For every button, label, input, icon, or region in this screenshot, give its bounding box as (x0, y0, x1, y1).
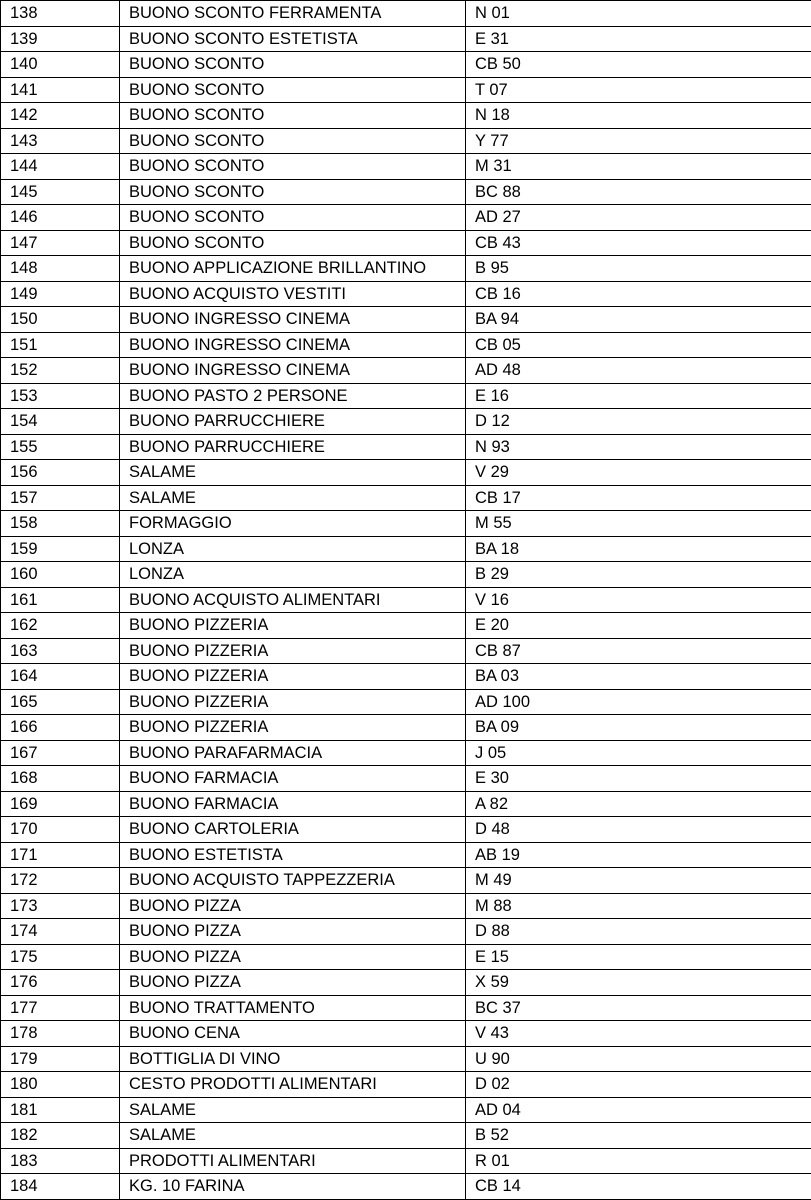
ticket-number-cell: 138 (1, 1, 120, 27)
winning-code-cell: E 20 (466, 613, 811, 639)
ticket-number-cell: 150 (1, 307, 120, 333)
table-row (1, 638, 811, 664)
winning-code-cell: CB 16 (466, 281, 811, 307)
winning-code-cell: R 01 (466, 1148, 811, 1174)
prize-description-cell: BUONO ACQUISTO VESTITI (120, 281, 466, 307)
winning-code-cell: D 48 (466, 817, 811, 843)
prize-description-cell: BUONO SCONTO ESTETISTA (120, 26, 466, 52)
table-row (1, 1046, 811, 1072)
table-row (1, 281, 811, 307)
winning-code-cell: BA 94 (466, 307, 811, 333)
table-row (1, 562, 811, 588)
table-row (1, 256, 811, 282)
winning-code-cell: CB 50 (466, 52, 811, 78)
winning-code-cell: J 05 (466, 740, 811, 766)
ticket-number-cell: 142 (1, 103, 120, 129)
prize-description-cell: BUONO PIZZERIA (120, 689, 466, 715)
ticket-number-cell: 166 (1, 715, 120, 741)
table-row (1, 868, 811, 894)
table-row (1, 77, 811, 103)
ticket-number-cell: 141 (1, 77, 120, 103)
ticket-number-cell: 182 (1, 1123, 120, 1149)
winning-code-cell: U 90 (466, 1046, 811, 1072)
prize-description-cell: SALAME (120, 460, 466, 486)
table-row (1, 613, 811, 639)
prize-description-cell: BUONO SCONTO (120, 77, 466, 103)
prize-description-cell: BUONO PIZZA (120, 944, 466, 970)
prize-description-cell: BUONO ACQUISTO TAPPEZZERIA (120, 868, 466, 894)
ticket-number-cell: 175 (1, 944, 120, 970)
winning-code-cell: BA 09 (466, 715, 811, 741)
winning-code-cell: E 15 (466, 944, 811, 970)
ticket-number-cell: 176 (1, 970, 120, 996)
prize-description-cell: BUONO PASTO 2 PERSONE (120, 383, 466, 409)
winning-code-cell: D 88 (466, 919, 811, 945)
ticket-number-cell: 174 (1, 919, 120, 945)
ticket-number-cell: 155 (1, 434, 120, 460)
prize-description-cell: BUONO SCONTO (120, 103, 466, 129)
winning-code-cell: T 07 (466, 77, 811, 103)
prize-description-cell: BUONO APPLICAZIONE BRILLANTINO (120, 256, 466, 282)
prize-description-cell: KG. 10 FARINA (120, 1174, 466, 1200)
ticket-number-cell: 139 (1, 26, 120, 52)
ticket-number-cell: 162 (1, 613, 120, 639)
prize-description-cell: BUONO ACQUISTO ALIMENTARI (120, 587, 466, 613)
ticket-number-cell: 145 (1, 179, 120, 205)
ticket-number-cell: 160 (1, 562, 120, 588)
prize-description-cell: BUONO PIZZERIA (120, 715, 466, 741)
winning-code-cell: BA 18 (466, 536, 811, 562)
table-row (1, 689, 811, 715)
prize-description-cell: BUONO INGRESSO CINEMA (120, 332, 466, 358)
table-row (1, 128, 811, 154)
table-row (1, 1148, 811, 1174)
ticket-number-cell: 154 (1, 409, 120, 435)
prize-table-body (1, 1, 811, 1200)
table-row (1, 1174, 811, 1200)
ticket-number-cell: 183 (1, 1148, 120, 1174)
ticket-number-cell: 172 (1, 868, 120, 894)
winning-code-cell: CB 43 (466, 230, 811, 256)
table-row (1, 740, 811, 766)
ticket-number-cell: 163 (1, 638, 120, 664)
winning-code-cell: Y 77 (466, 128, 811, 154)
prize-description-cell: LONZA (120, 536, 466, 562)
ticket-number-cell: 148 (1, 256, 120, 282)
ticket-number-cell: 143 (1, 128, 120, 154)
prize-description-cell: BUONO SCONTO (120, 128, 466, 154)
prize-description-cell: SALAME (120, 485, 466, 511)
prize-description-cell: SALAME (120, 1097, 466, 1123)
ticket-number-cell: 165 (1, 689, 120, 715)
winning-code-cell: D 02 (466, 1072, 811, 1098)
table-row (1, 536, 811, 562)
winning-code-cell: X 59 (466, 970, 811, 996)
table-row (1, 1021, 811, 1047)
winning-code-cell: V 29 (466, 460, 811, 486)
table-row (1, 1072, 811, 1098)
prize-description-cell: BUONO PIZZA (120, 970, 466, 996)
prize-description-cell: BUONO PARRUCCHIERE (120, 409, 466, 435)
ticket-number-cell: 158 (1, 511, 120, 537)
prize-description-cell: BUONO SCONTO (120, 154, 466, 180)
ticket-number-cell: 157 (1, 485, 120, 511)
winning-code-cell: V 16 (466, 587, 811, 613)
prize-description-cell: BUONO TRATTAMENTO (120, 995, 466, 1021)
ticket-number-cell: 161 (1, 587, 120, 613)
table-row (1, 230, 811, 256)
table-row (1, 52, 811, 78)
ticket-number-cell: 140 (1, 52, 120, 78)
prize-description-cell: BUONO INGRESSO CINEMA (120, 358, 466, 384)
prize-description-cell: BUONO CARTOLERIA (120, 817, 466, 843)
prize-description-cell: SALAME (120, 1123, 466, 1149)
prize-description-cell: BUONO FARMACIA (120, 791, 466, 817)
winning-code-cell: AD 04 (466, 1097, 811, 1123)
winning-code-cell: CB 14 (466, 1174, 811, 1200)
prize-description-cell: BUONO INGRESSO CINEMA (120, 307, 466, 333)
prize-description-cell: BUONO PARAFARMACIA (120, 740, 466, 766)
prize-description-cell: BUONO SCONTO (120, 230, 466, 256)
prize-description-cell: BUONO PIZZERIA (120, 664, 466, 690)
ticket-number-cell: 168 (1, 766, 120, 792)
prize-description-cell: PRODOTTI ALIMENTARI (120, 1148, 466, 1174)
ticket-number-cell: 151 (1, 332, 120, 358)
winning-code-cell: A 82 (466, 791, 811, 817)
table-row (1, 995, 811, 1021)
ticket-number-cell: 177 (1, 995, 120, 1021)
winning-code-cell: E 31 (466, 26, 811, 52)
table-row (1, 1, 811, 27)
table-row (1, 383, 811, 409)
winning-code-cell: BA 03 (466, 664, 811, 690)
prize-description-cell: CESTO PRODOTTI ALIMENTARI (120, 1072, 466, 1098)
winning-code-cell: CB 87 (466, 638, 811, 664)
prize-description-cell: BUONO SCONTO (120, 205, 466, 231)
winning-code-cell: BC 37 (466, 995, 811, 1021)
table-row (1, 944, 811, 970)
table-row (1, 205, 811, 231)
ticket-number-cell: 173 (1, 893, 120, 919)
table-row (1, 893, 811, 919)
table-row (1, 154, 811, 180)
winning-code-cell: N 01 (466, 1, 811, 27)
winning-code-cell: AD 27 (466, 205, 811, 231)
ticket-number-cell: 153 (1, 383, 120, 409)
ticket-number-cell: 147 (1, 230, 120, 256)
prize-description-cell: BUONO SCONTO FERRAMENTA (120, 1, 466, 27)
table-row (1, 715, 811, 741)
ticket-number-cell: 170 (1, 817, 120, 843)
ticket-number-cell: 179 (1, 1046, 120, 1072)
prize-description-cell: BUONO SCONTO (120, 179, 466, 205)
winning-code-cell: B 29 (466, 562, 811, 588)
winning-code-cell: AD 100 (466, 689, 811, 715)
prize-description-cell: FORMAGGIO (120, 511, 466, 537)
table-row (1, 766, 811, 792)
winning-code-cell: BC 88 (466, 179, 811, 205)
prize-description-cell: BUONO PIZZA (120, 919, 466, 945)
ticket-number-cell: 167 (1, 740, 120, 766)
table-row (1, 791, 811, 817)
winning-code-cell: M 31 (466, 154, 811, 180)
table-row (1, 485, 811, 511)
prize-description-cell: BUONO PIZZERIA (120, 638, 466, 664)
winning-code-cell: AB 19 (466, 842, 811, 868)
winning-code-cell: V 43 (466, 1021, 811, 1047)
winning-code-cell: E 30 (466, 766, 811, 792)
winning-code-cell: M 49 (466, 868, 811, 894)
winning-code-cell: N 93 (466, 434, 811, 460)
prize-description-cell: BUONO FARMACIA (120, 766, 466, 792)
winning-code-cell: CB 05 (466, 332, 811, 358)
table-row (1, 358, 811, 384)
table-row (1, 1123, 811, 1149)
winning-code-cell: B 95 (466, 256, 811, 282)
prize-description-cell: BUONO PARRUCCHIERE (120, 434, 466, 460)
ticket-number-cell: 178 (1, 1021, 120, 1047)
winning-code-cell: D 12 (466, 409, 811, 435)
table-row (1, 332, 811, 358)
table-row (1, 460, 811, 486)
ticket-number-cell: 180 (1, 1072, 120, 1098)
table-row (1, 919, 811, 945)
winning-code-cell: B 52 (466, 1123, 811, 1149)
prize-description-cell: BUONO SCONTO (120, 52, 466, 78)
ticket-number-cell: 169 (1, 791, 120, 817)
table-row (1, 842, 811, 868)
ticket-number-cell: 146 (1, 205, 120, 231)
table-row (1, 179, 811, 205)
prize-description-cell: BOTTIGLIA DI VINO (120, 1046, 466, 1072)
table-row (1, 817, 811, 843)
ticket-number-cell: 159 (1, 536, 120, 562)
ticket-number-cell: 184 (1, 1174, 120, 1200)
table-row (1, 103, 811, 129)
ticket-number-cell: 181 (1, 1097, 120, 1123)
table-row (1, 434, 811, 460)
prize-description-cell: BUONO CENA (120, 1021, 466, 1047)
table-row (1, 587, 811, 613)
winning-code-cell: E 16 (466, 383, 811, 409)
winning-code-cell: N 18 (466, 103, 811, 129)
winning-code-cell: M 88 (466, 893, 811, 919)
table-row (1, 409, 811, 435)
ticket-number-cell: 171 (1, 842, 120, 868)
table-row (1, 1097, 811, 1123)
winning-code-cell: AD 48 (466, 358, 811, 384)
table-row (1, 26, 811, 52)
ticket-number-cell: 149 (1, 281, 120, 307)
ticket-number-cell: 164 (1, 664, 120, 690)
table-row (1, 970, 811, 996)
table-row (1, 664, 811, 690)
winning-code-cell: M 55 (466, 511, 811, 537)
prize-description-cell: BUONO PIZZERIA (120, 613, 466, 639)
ticket-number-cell: 144 (1, 154, 120, 180)
table-row (1, 307, 811, 333)
table-row (1, 511, 811, 537)
prize-description-cell: BUONO ESTETISTA (120, 842, 466, 868)
ticket-number-cell: 152 (1, 358, 120, 384)
winning-code-cell: CB 17 (466, 485, 811, 511)
prize-description-cell: LONZA (120, 562, 466, 588)
prize-description-cell: BUONO PIZZA (120, 893, 466, 919)
ticket-number-cell: 156 (1, 460, 120, 486)
